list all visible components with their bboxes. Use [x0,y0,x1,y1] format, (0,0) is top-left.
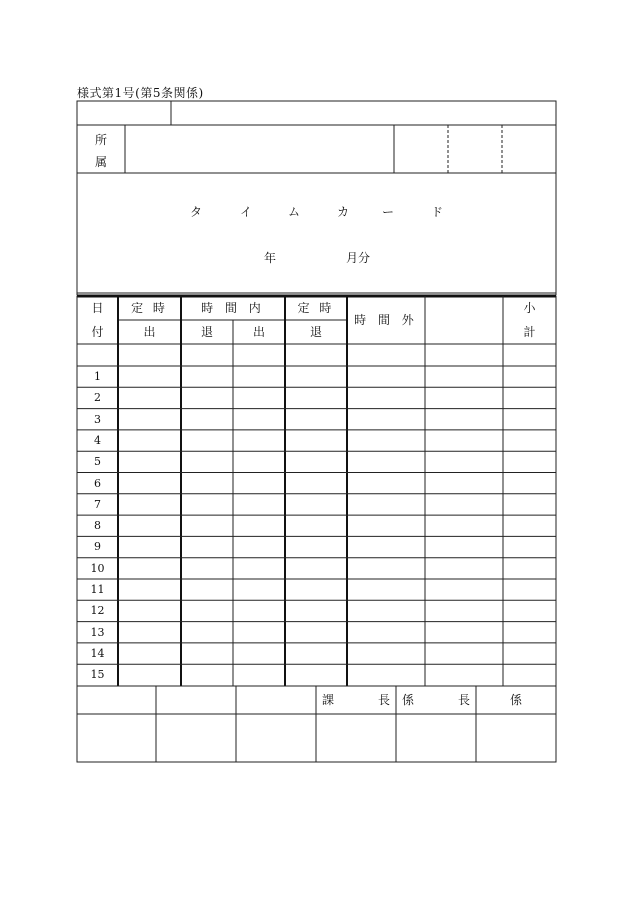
day-number: 14 [90,646,105,660]
col-regular-out: 定 時 [297,301,335,315]
approval-staff: 係 [509,693,522,707]
day-number: 13 [90,625,105,639]
title-char-5: ー [382,205,395,219]
col-subtotal-bottom: 計 [523,325,536,339]
day-number: 6 [94,476,101,490]
day-number: 7 [94,497,101,511]
col-regular-out-sub: 退 [309,325,322,339]
approval-section-chief-b: 長 [377,693,390,707]
col-date-bottom: 付 [91,325,104,339]
title-char-6: ド [431,205,444,219]
day-number: 10 [90,561,105,575]
day-number: 11 [90,583,105,596]
day-number: 5 [94,455,101,469]
col-within-arrive: 出 [252,325,265,339]
affiliation-label-bottom: 属 [94,155,107,169]
day-number: 8 [94,519,101,533]
title-month: 月分 [346,251,371,265]
form-label: 様式第1号(第5条関係) [77,86,204,100]
col-regular-in-sub: 出 [143,325,156,339]
day-number: 15 [90,668,105,682]
title-year: 年 [264,251,277,265]
title-char-2: イ [240,205,253,219]
affiliation-label-top: 所 [94,133,107,147]
title-char-4: カ [337,205,350,219]
title-char-3: ム [288,205,301,219]
approval-chief-a: 係 [401,693,414,707]
day-number: 1 [94,370,101,383]
day-number: 4 [94,433,101,447]
day-number: 12 [90,604,105,618]
col-within-leave: 退 [200,325,213,339]
title-char-1: タ [190,205,203,219]
day-number: 9 [94,540,101,554]
col-within-hours: 時 間 内 [201,301,265,315]
col-subtotal-top: 小 [523,301,536,315]
approval-section-chief-a: 課 [321,693,334,707]
col-regular-in: 定 時 [131,301,168,315]
approval-chief-b: 長 [457,693,470,707]
top-section-border [77,101,556,295]
day-number: 2 [94,391,101,405]
col-overtime: 時 間 外 [354,313,418,327]
col-date-top: 日 [91,301,104,315]
day-number: 3 [94,412,101,426]
